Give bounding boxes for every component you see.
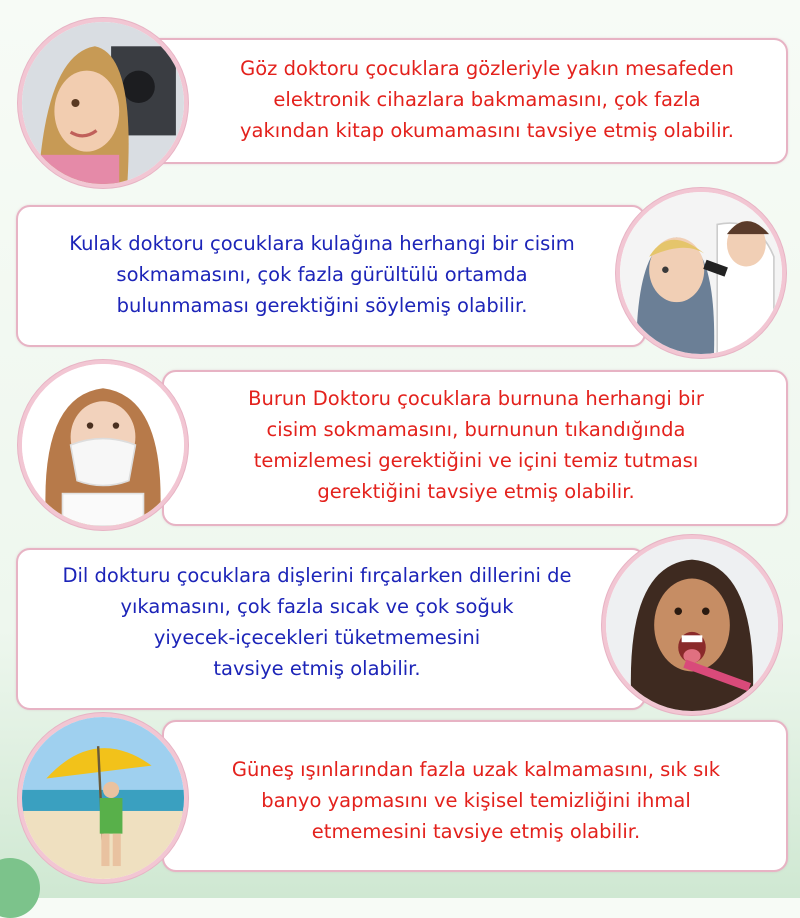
corner-decoration xyxy=(0,858,40,918)
card-ear-text: Kulak doktoru çocuklara kulağına herhangi bir cisim sokmamasını, çok fazla gürültülü ortamda bulunmaması gerektiğini söylemiş olabilir. xyxy=(69,232,575,317)
beach-umbrella-photo xyxy=(18,713,188,883)
card-hygiene-text: Güneş ışınlarından fazla uzak kalmamasını, sık sık banyo yapmasını ve kişisel temizliğini ihmal etmemesini tavsiye etmiş olabilir. xyxy=(231,758,721,843)
eye-doctor-photo xyxy=(18,18,188,188)
ear-doctor-photo xyxy=(616,188,786,358)
card-nose-text: Burun Doktoru çocuklara burnuna herhangi bir cisim sokmamasını, burnunun tıkandığında temizlemesi gerektiğini ve içini temiz tutması gerektiğini tavsiye etmiş olabilir. xyxy=(248,387,704,503)
card-eye-text: Göz doktoru çocuklara gözleriyle yakın mesafeden elektronik cihazlara bakmamasını, çok fazla yakından kitap okumamasını tavsiye etmiş olabilir. xyxy=(240,57,734,142)
tooth-brushing-photo xyxy=(602,535,782,715)
card-tongue-text: Dil dokturu çocuklara dişlerini fırçalarken dillerini de yıkamasını, çok fazla sıcak ve çok soğuk yiyecek-içecekleri tüketmemesini tavsiye etmiş olabilir. xyxy=(62,564,572,680)
nose-tissue-photo xyxy=(18,360,188,530)
